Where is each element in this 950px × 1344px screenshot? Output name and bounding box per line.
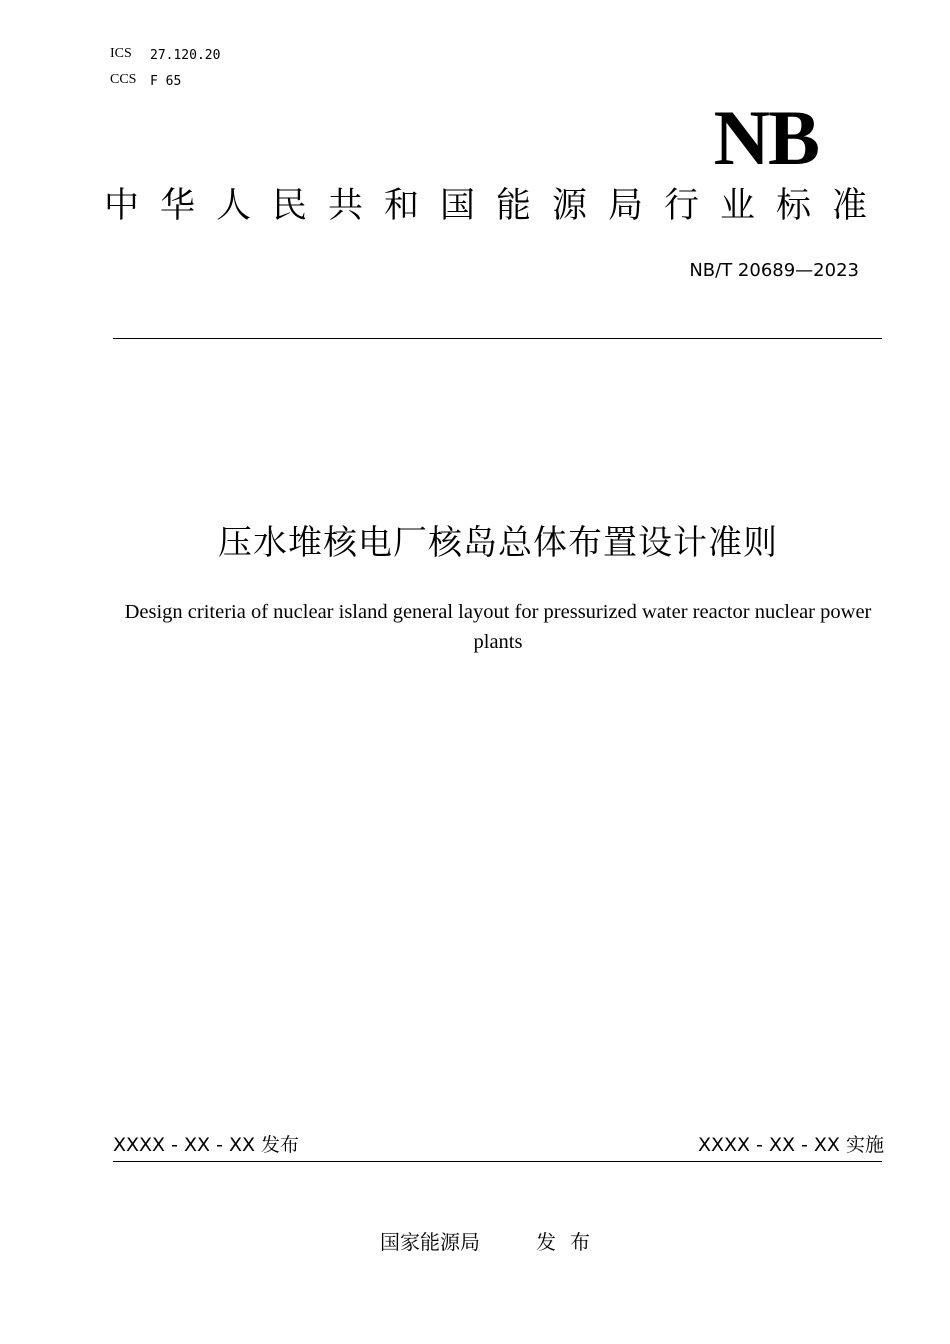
publish-label: 发布	[536, 1230, 604, 1254]
ccs-label: CCS	[110, 72, 137, 87]
document-title-cn: 压水堆核电厂核岛总体布置设计准则	[218, 523, 778, 563]
implementation-date: XXXX - XX - XX 实施	[697, 1134, 884, 1156]
ccs-code: F 65	[150, 74, 182, 89]
ics-label: ICS	[110, 46, 132, 61]
publisher: 国家能源局	[380, 1230, 480, 1254]
standard-number: NB/T 20689—2023	[689, 260, 859, 281]
document-title-en: Design criteria of nuclear island general layout for pressurized water reactor nuclear power plants	[124, 601, 872, 653]
top-divider	[113, 338, 882, 339]
ics-code: 27.120.20	[150, 48, 221, 63]
issue-date: XXXX - XX - XX 发布	[113, 1134, 300, 1156]
standard-logo: NB	[713, 94, 818, 181]
bottom-divider	[113, 1161, 882, 1162]
standard-organization: 中华人民共和国能源局行业标准	[104, 186, 889, 226]
